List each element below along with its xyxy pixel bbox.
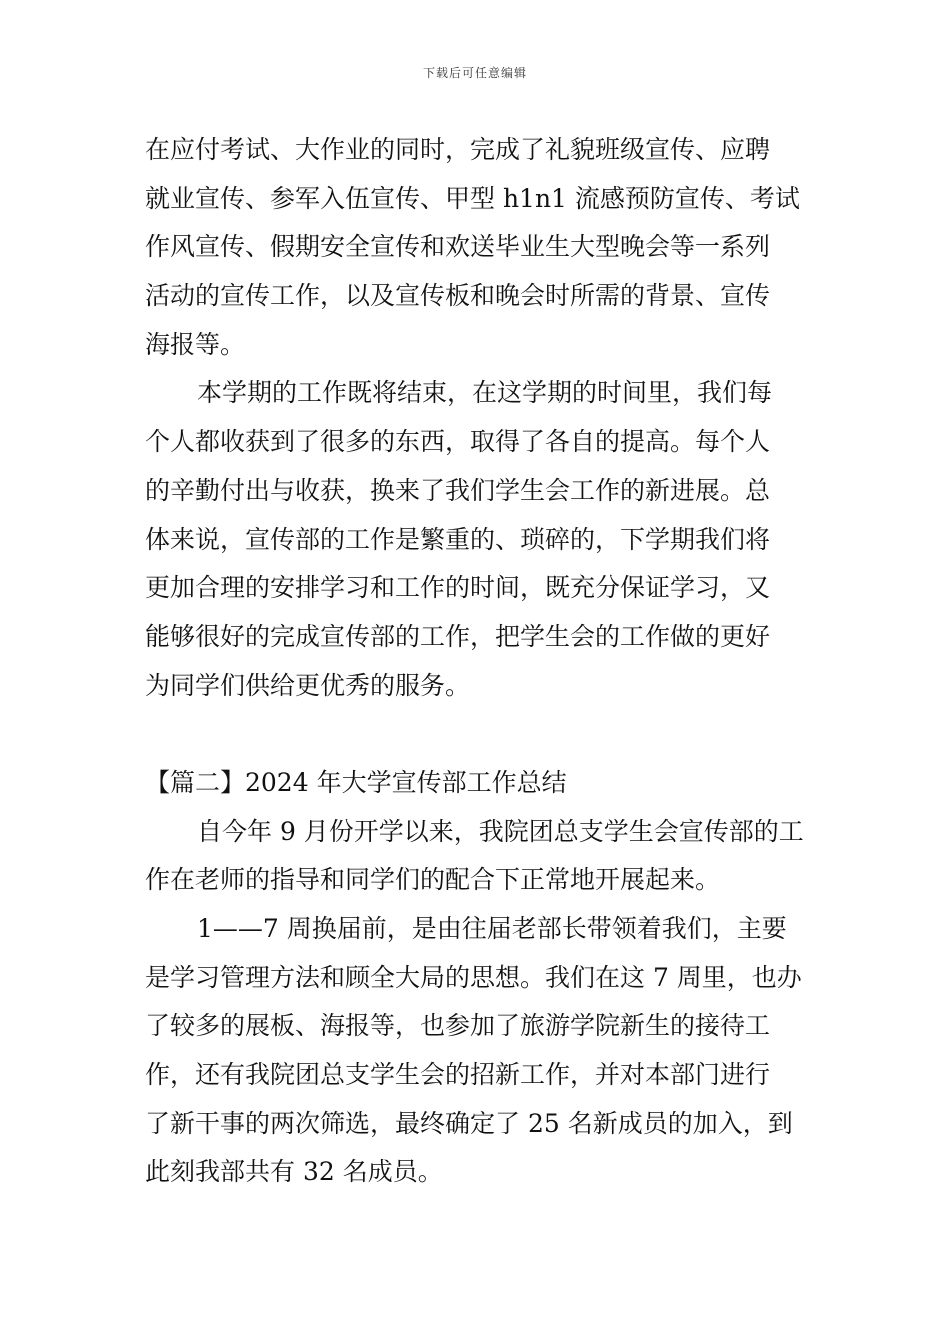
document-body [145,126,809,1197]
paragraph-1 [145,126,809,369]
text-line: 作在老师的指导和同学们的配合下正常地开展起来。 [145,865,721,895]
text-line: 了新干事的两次筛选，最终确定了 25 名新成员的加入，到 [145,1108,793,1138]
text-line: 能够很好的完成宣传部的工作，把学生会的工作做的更好 [145,621,771,651]
text-line: 是学习管理方法和顾全大局的思想。我们在这 7 周里，也办 [145,962,802,992]
text-line: 活动的宣传工作，以及宣传板和晚会时所需的背景、宣传 [145,281,771,311]
text-line: 为同学们供给更优秀的服务。 [145,670,471,700]
text-line: 作，还有我院团总支学生会的招新工作，并对本部门进行 [145,1060,771,1090]
page-header-note: 下载后可任意编辑 [422,66,527,80]
text-line: 作风宣传、假期安全宣传和欢送毕业生大型晚会等一系列 [145,232,771,262]
blank-line [145,710,809,759]
paragraph-3 [145,808,809,905]
text-line: 更加合理的安排学习和工作的时间，既充分保证学习，又 [145,573,771,603]
text-line: 本学期的工作既将结束，在这学期的时间里，我们每 [197,378,773,408]
text-line: 个人都收获到了很多的东西，取得了各自的提高。每个人 [145,427,771,457]
text-line: 了较多的展板、海报等，也参加了旅游学院新生的接待工 [145,1011,771,1041]
paragraph-2 [145,369,809,710]
text-line: 在应付考试、大作业的同时，完成了礼貌班级宣传、应聘 [145,135,771,164]
text-line: 的辛勤付出与收获，换来了我们学生会工作的新进展。总 [145,475,771,505]
text-line: 自今年 9 月份开学以来，我院团总支学生会宣传部的工 [197,816,804,846]
text-line: 海报等。 [145,329,246,359]
text-line: 此刻我部共有 32 名成员。 [145,1157,443,1187]
text-line: 1——7 周换届前，是由往届老部长带领着我们，主要 [197,914,787,943]
section-title: 【篇二】2024 年大学宣传部工作总结 [145,767,567,797]
paragraph-4 [145,905,809,1197]
text-line: 体来说，宣传部的工作是繁重的、琐碎的，下学期我们将 [145,524,771,554]
text-line: 就业宣传、参军入伍宣传、甲型 h1n1 流感预防宣传、考试 [145,183,800,213]
